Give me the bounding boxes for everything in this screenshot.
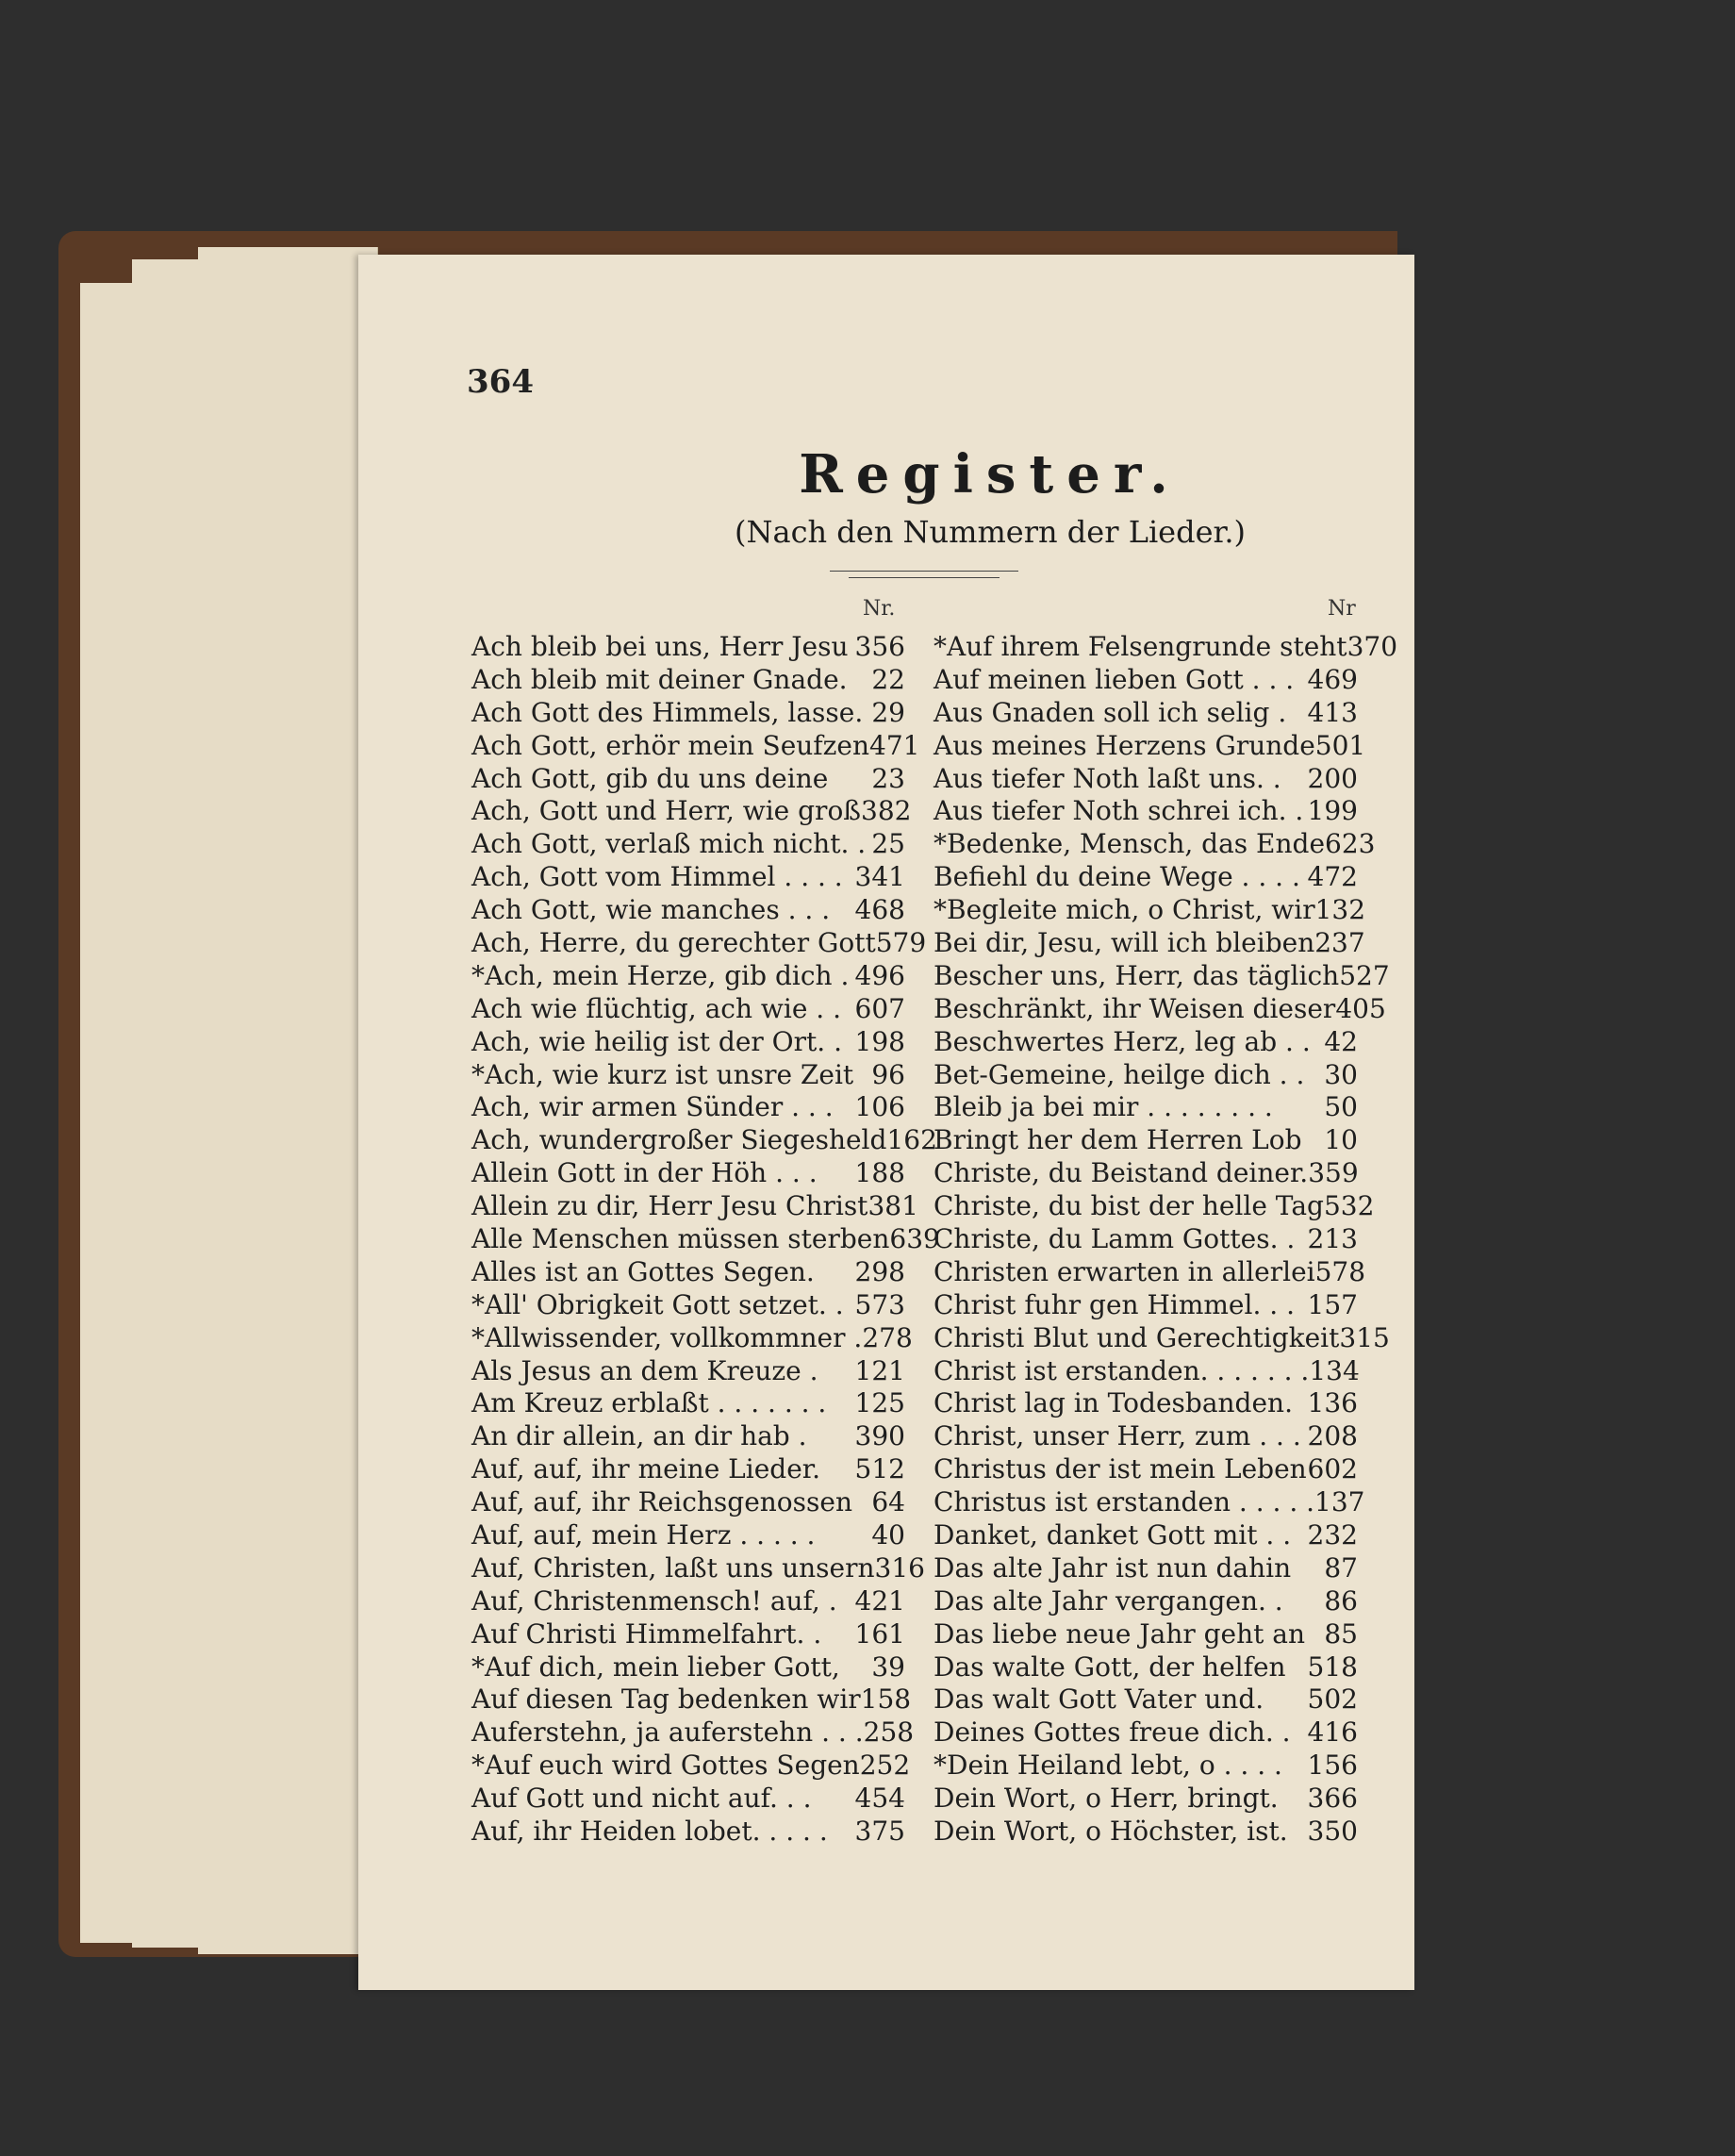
hymn-number: 366 (1307, 1783, 1358, 1815)
hymn-number: 375 (854, 1816, 905, 1847)
hymn-title: Ach, wir armen Sünder . . . (471, 1091, 834, 1123)
index-entry (934, 1749, 1358, 1782)
index-entry (934, 893, 1366, 926)
index-entry (934, 762, 1358, 795)
hymn-title: Auf Christi Himmelfahrt. . (471, 1617, 822, 1650)
hymn-title: Das walte Gott, der helfen (934, 1650, 1286, 1683)
index-entry (934, 1386, 1358, 1419)
index-entry (934, 1815, 1358, 1848)
index-entry (934, 1584, 1358, 1617)
hymn-title: Auf diesen Tag bedenken wir (471, 1683, 861, 1716)
index-entry (471, 1255, 905, 1288)
hymn-title: Ach, Gott und Herr, wie groß (471, 795, 861, 827)
hymn-number: 501 (1314, 729, 1366, 761)
index-entry (934, 1058, 1358, 1091)
hymn-number: 121 (854, 1354, 905, 1386)
index-entry (471, 926, 927, 959)
hymn-title: *Ach, mein Herze, gib dich . (471, 959, 850, 991)
page-subtitle: (Nach den Nummern der Lieder.) (735, 514, 1246, 550)
hymn-title: Das walt Gott Vater und. (934, 1683, 1264, 1716)
hymn-number: 200 (1307, 762, 1358, 794)
hymn-title: Allein zu dir, Herr Jesu Christ (471, 1190, 868, 1222)
index-entry (934, 1321, 1390, 1354)
hymn-title: Das alte Jahr ist nun dahin (934, 1551, 1292, 1584)
hymn-title: *Dein Heiland lebt, o . . . . (934, 1750, 1282, 1782)
index-entry (934, 860, 1358, 893)
hymn-number: 64 (871, 1486, 905, 1518)
hymn-number: 85 (1324, 1617, 1358, 1650)
index-entry (471, 1354, 905, 1387)
index-entry (934, 630, 1398, 663)
right-column-header: Nr (1328, 597, 1356, 621)
hymn-title: Christus ist erstanden . . . . . (934, 1486, 1315, 1518)
hymn-number: 639 (889, 1222, 940, 1254)
hymn-title: Christe, du Lamm Gottes. . (934, 1222, 1296, 1254)
title-rule (830, 571, 1018, 572)
hymn-number: 25 (871, 828, 905, 860)
hymn-title: Christe, du Beistand deiner. (934, 1157, 1309, 1189)
hymn-title: Aus Gnaden soll ich selig . (934, 696, 1287, 728)
hymn-title: Auf meinen lieben Gott . . . (934, 663, 1295, 695)
hymn-number: 10 (1324, 1124, 1358, 1156)
hymn-number: 258 (863, 1717, 915, 1749)
hymn-title: Ach Gott des Himmels, lasse. (471, 696, 864, 728)
index-entry (471, 1321, 913, 1354)
index-entry (471, 1222, 940, 1255)
index-entry (934, 1354, 1358, 1387)
hymn-title: Christ ist erstanden. . . . . . . (934, 1354, 1310, 1386)
hymn-number: 381 (868, 1190, 918, 1222)
index-entry (471, 860, 905, 893)
hymn-title: Aus tiefer Noth schrei ich. . (934, 795, 1304, 827)
hymn-number: 350 (1307, 1816, 1358, 1847)
hymn-number: 30 (1324, 1058, 1358, 1090)
hymn-number: 578 (1314, 1255, 1366, 1287)
hymn-title: *Ach, wie kurz ist unsre Zeit (471, 1058, 854, 1090)
left-index-column (471, 630, 940, 1848)
index-entry (471, 959, 905, 992)
index-entry (471, 893, 905, 926)
index-entry (934, 1452, 1358, 1485)
hymn-number: 607 (854, 992, 905, 1024)
hymn-title: Ach wie flüchtig, ach wie . . (471, 992, 841, 1024)
index-entry (471, 729, 920, 762)
hymn-number: 161 (854, 1617, 905, 1650)
index-entry (934, 1551, 1358, 1584)
hymn-title: Auf, Christen, laßt uns unsern (471, 1551, 875, 1584)
hymn-title: Ach, wie heilig ist der Ort. . (471, 1025, 842, 1057)
hymn-title: Auf Gott und nicht auf. . . (471, 1783, 812, 1815)
hymn-number: 232 (1307, 1518, 1358, 1551)
hymn-title: Ach bleib bei uns, Herr Jesu (471, 630, 849, 662)
index-entry (934, 1222, 1358, 1255)
index-entry (471, 1551, 925, 1584)
index-entry (471, 1025, 905, 1058)
hymn-title: Das alte Jahr vergangen. . (934, 1584, 1283, 1617)
hymn-title: Christus der ist mein Leben (934, 1453, 1307, 1485)
hymn-title: Am Kreuz erblaßt . . . . . . . (471, 1387, 827, 1419)
hymn-number: 413 (1307, 696, 1358, 728)
index-entry (471, 1386, 905, 1419)
index-entry (934, 1650, 1358, 1683)
index-entry (934, 926, 1365, 959)
index-entry (934, 1025, 1358, 1058)
hymn-number: 341 (854, 861, 905, 893)
index-entry (471, 1090, 905, 1123)
hymn-number: 278 (862, 1321, 913, 1353)
hymn-title: *Auf ihrem Felsengrunde steht (934, 630, 1347, 662)
hymn-number: 162 (886, 1124, 937, 1156)
hymn-title: Als Jesus an dem Kreuze . (471, 1354, 818, 1386)
index-entry (934, 1782, 1358, 1815)
hymn-title: Bringt her dem Herren Lob (934, 1124, 1302, 1156)
hymn-number: 359 (1308, 1157, 1359, 1189)
index-entry (471, 1189, 918, 1222)
hymn-title: *Auf euch wird Gottes Segen (471, 1750, 860, 1782)
index-entry (471, 696, 905, 729)
hymn-number: 623 (1325, 828, 1376, 860)
hymn-title: Alle Menschen müssen sterben (471, 1222, 890, 1254)
hymn-title: Danket, danket Gott mit . . (934, 1518, 1292, 1551)
hymn-number: 527 (1339, 959, 1390, 991)
hymn-title: Christen erwarten in allerlei (934, 1255, 1315, 1287)
hymn-title: Deines Gottes freue dich. . (934, 1717, 1291, 1749)
hymn-number: 96 (871, 1058, 905, 1090)
index-entry (934, 1683, 1358, 1717)
index-entry (471, 1584, 905, 1617)
index-entry (934, 1123, 1358, 1156)
hymn-number: 573 (854, 1288, 905, 1320)
index-entry (934, 1156, 1358, 1189)
index-entry (934, 1288, 1358, 1321)
index-entry (471, 1716, 915, 1749)
index-entry (934, 1518, 1358, 1551)
index-entry (934, 959, 1390, 992)
hymn-title: Befiehl du deine Wege . . . . (934, 861, 1300, 893)
hymn-title: Beschränkt, ihr Weisen dieser (934, 992, 1336, 1024)
hymn-title: Ach Gott, erhör mein Seufzen (471, 729, 870, 761)
hymn-title: Ach, Herre, du gerechter Gott (471, 926, 876, 958)
hymn-number: 468 (854, 894, 905, 926)
hymn-number: 156 (1307, 1750, 1358, 1782)
hymn-title: Bleib ja bei mir . . . . . . . . (934, 1091, 1273, 1123)
hymn-title: Bei dir, Jesu, will ich bleiben (934, 926, 1315, 958)
hymn-number: 208 (1307, 1420, 1358, 1452)
hymn-number: 157 (1307, 1288, 1358, 1320)
hymn-number: 454 (854, 1783, 905, 1815)
hymn-number: 40 (871, 1518, 905, 1551)
hymn-title: Aus meines Herzens Grunde (934, 729, 1315, 761)
hymn-number: 316 (874, 1551, 925, 1584)
index-entry (471, 1452, 905, 1485)
hymn-number: 579 (875, 926, 927, 958)
hymn-title: Beschwertes Herz, leg ab . . (934, 1025, 1311, 1057)
hymn-title: An dir allein, an dir hab . (471, 1420, 807, 1452)
index-entry (471, 663, 905, 696)
hymn-title: Bet-Gemeine, heilge dich . . (934, 1058, 1305, 1090)
hymn-number: 298 (854, 1255, 905, 1287)
hymn-number: 356 (854, 630, 905, 662)
index-entry (934, 1189, 1375, 1222)
hymn-number: 469 (1307, 663, 1358, 695)
hymn-number: 370 (1347, 630, 1398, 662)
hymn-number: 137 (1314, 1486, 1365, 1518)
index-entry (471, 827, 905, 860)
index-entry (471, 1782, 905, 1815)
hymn-number: 512 (854, 1453, 905, 1485)
hymn-title: Aus tiefer Noth laßt uns. . (934, 762, 1281, 794)
hymn-title: Dein Wort, o Höchster, ist. (934, 1816, 1288, 1847)
hymn-title: Ach Gott, gib du uns deine (471, 762, 829, 794)
hymn-number: 136 (1307, 1387, 1358, 1419)
hymn-number: 315 (1339, 1321, 1390, 1353)
index-entry (471, 1650, 905, 1683)
hymn-title: Auferstehn, ja auferstehn . . . (471, 1717, 864, 1749)
title-rule (849, 577, 1000, 578)
index-entry (934, 1485, 1365, 1518)
hymn-number: 198 (854, 1025, 905, 1057)
index-entry (934, 696, 1358, 729)
hymn-title: Christ fuhr gen Himmel. . . (934, 1288, 1295, 1320)
hymn-title: *All' Obrigkeit Gott setzet. . (471, 1288, 844, 1320)
index-entry (934, 794, 1358, 827)
hymn-title: Ach, Gott vom Himmel . . . . (471, 861, 843, 893)
index-entry (471, 762, 905, 795)
index-entry (471, 1683, 912, 1717)
index-entry (934, 1255, 1366, 1288)
index-entry (471, 1156, 905, 1189)
index-entry (934, 1716, 1358, 1749)
index-entry (471, 1617, 905, 1650)
hymn-number: 416 (1307, 1717, 1358, 1749)
hymn-title: Ach Gott, verlaß mich nicht. . (471, 828, 867, 860)
index-entry (934, 663, 1358, 696)
hymn-title: Ach bleib mit deiner Gnade. (471, 663, 848, 695)
page-number: 364 (467, 363, 534, 401)
hymn-number: 213 (1307, 1222, 1358, 1254)
hymn-title: Allein Gott in der Höh . . . (471, 1157, 818, 1189)
hymn-number: 496 (854, 959, 905, 991)
hymn-number: 86 (1324, 1584, 1358, 1617)
index-entry (934, 992, 1386, 1025)
hymn-number: 502 (1307, 1683, 1358, 1716)
index-entry (471, 1815, 905, 1848)
hymn-number: 158 (860, 1683, 912, 1716)
hymn-number: 532 (1323, 1190, 1375, 1222)
hymn-title: Auf, auf, mein Herz . . . . . (471, 1518, 816, 1551)
hymn-title: Auf, auf, ihr meine Lieder. (471, 1453, 820, 1485)
hymn-number: 125 (854, 1387, 905, 1419)
hymn-title: Ach Gott, wie manches . . . (471, 894, 831, 926)
left-column-header: Nr. (863, 597, 896, 621)
hymn-title: Christ, unser Herr, zum . . . (934, 1420, 1301, 1452)
hymn-title: Bescher uns, Herr, das täglich (934, 959, 1340, 991)
hymn-number: 39 (871, 1650, 905, 1683)
hymn-title: Dein Wort, o Herr, bringt. (934, 1783, 1279, 1815)
hymn-number: 50 (1324, 1091, 1358, 1123)
hymn-number: 29 (871, 696, 905, 728)
index-entry (471, 1058, 905, 1091)
hymn-number: 132 (1314, 894, 1366, 926)
bleed-through-text (1433, 622, 1735, 953)
index-entry (471, 1288, 905, 1321)
index-entry (471, 1749, 911, 1782)
hymn-number: 421 (854, 1584, 905, 1617)
hymn-number: 23 (871, 762, 905, 794)
hymn-number: 134 (1309, 1354, 1360, 1386)
hymn-title: Christe, du bist der helle Tag (934, 1190, 1324, 1222)
hymn-number: 237 (1314, 926, 1365, 958)
right-index-column (934, 630, 1398, 1848)
index-entry (471, 1485, 905, 1518)
index-entry (471, 630, 905, 663)
index-entry (934, 1617, 1358, 1650)
hymn-number: 22 (871, 663, 905, 695)
hymn-number: 42 (1324, 1025, 1358, 1057)
hymn-number: 518 (1307, 1650, 1358, 1683)
hymn-number: 382 (861, 795, 912, 827)
index-entry (471, 1123, 937, 1156)
hymn-title: Christ lag in Todesbanden. (934, 1387, 1293, 1419)
hymn-number: 252 (859, 1750, 911, 1782)
hymn-number: 106 (854, 1091, 905, 1123)
index-entry (934, 827, 1376, 860)
index-entry (934, 729, 1366, 762)
hymn-title: Das liebe neue Jahr geht an (934, 1617, 1306, 1650)
index-entry (471, 1518, 905, 1551)
hymn-number: 87 (1324, 1551, 1358, 1584)
hymn-title: *Begleite mich, o Christ, wir (934, 894, 1315, 926)
index-entry (934, 1090, 1358, 1123)
hymn-title: Christi Blut und Gerechtigkeit (934, 1321, 1340, 1353)
hymn-title: Auf, auf, ihr Reichsgenossen (471, 1486, 853, 1518)
hymn-number: 405 (1335, 992, 1386, 1024)
index-entry (471, 1419, 905, 1452)
index-entry (471, 992, 905, 1025)
hymn-title: Ach, wundergroßer Siegesheld (471, 1124, 887, 1156)
hymn-number: 471 (869, 729, 920, 761)
hymn-title: Alles ist an Gottes Segen. (471, 1255, 815, 1287)
page-title: Register. (799, 443, 1181, 506)
hymn-number: 390 (854, 1420, 905, 1452)
hymn-title: *Bedenke, Mensch, das Ende (934, 828, 1326, 860)
index-entry (934, 1419, 1358, 1452)
hymn-number: 188 (854, 1157, 905, 1189)
hymn-title: Auf, Christenmensch! auf, . (471, 1584, 837, 1617)
hymn-title: *Auf dich, mein lieber Gott, (471, 1650, 840, 1683)
hymn-title: *Allwissender, vollkommner . (471, 1321, 863, 1353)
hymn-number: 472 (1307, 861, 1358, 893)
hymn-title: Auf, ihr Heiden lobet. . . . . (471, 1816, 828, 1847)
index-entry (471, 794, 912, 827)
hymn-number: 199 (1307, 795, 1358, 827)
hymn-number: 602 (1307, 1453, 1358, 1485)
